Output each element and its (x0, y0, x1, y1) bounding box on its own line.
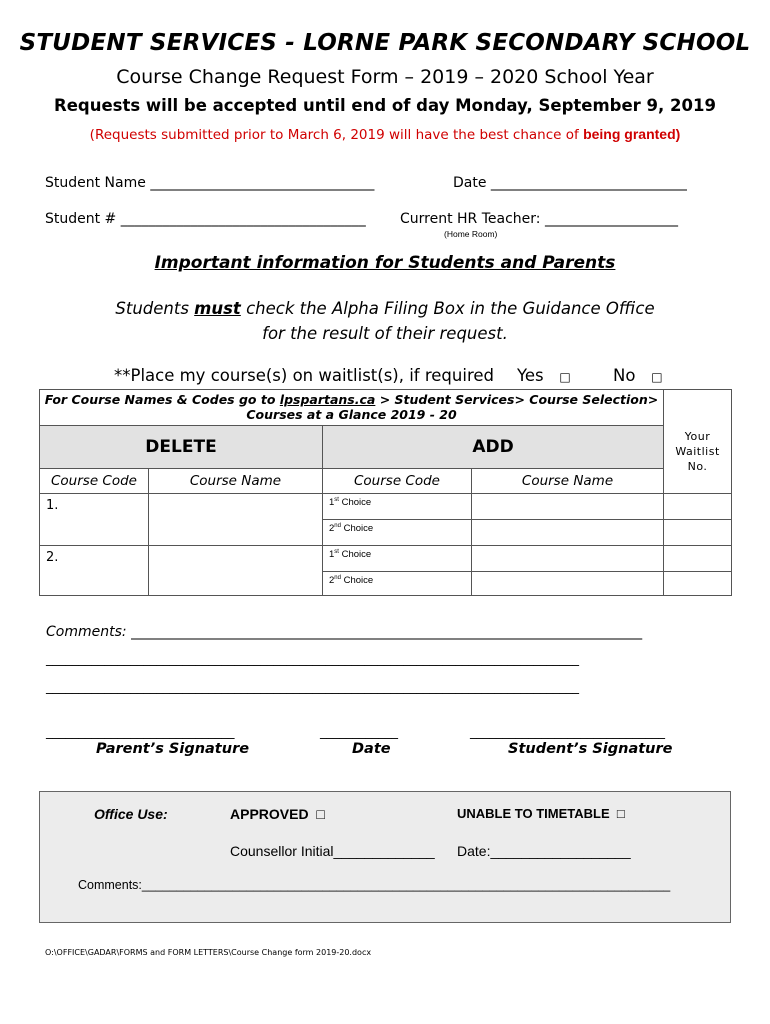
unable-checkbox[interactable]: □ (616, 806, 625, 821)
row-1-choice-2[interactable]: 2nd Choice (323, 520, 472, 546)
row-2-choice-2[interactable]: 2nd Choice (323, 572, 472, 596)
waitlist-no[interactable]: No □ (613, 366, 663, 385)
no-checkbox[interactable]: □ (651, 370, 663, 384)
student-signature-line[interactable]: ______________________________ (470, 725, 665, 740)
office-use-label: Office Use: (94, 806, 168, 822)
add-course-name-header: Course Name (472, 469, 664, 494)
unable-option[interactable]: UNABLE TO TIMETABLE □ (457, 806, 625, 821)
date-field[interactable]: Date ____________________________ (453, 175, 687, 191)
students-line-2: for the result of their request. (262, 324, 508, 343)
add-course-code-header: Course Code (323, 469, 472, 494)
counsellor-initial-field[interactable]: Counsellor Initial_____________ (230, 843, 435, 859)
row-2-choice-2-waitlist[interactable] (664, 572, 732, 596)
must-emphasis: must (194, 299, 241, 318)
row-2-choice-1-waitlist[interactable] (664, 546, 732, 572)
delete-header: DELETE (40, 426, 323, 469)
row-2-number[interactable]: 2. (40, 546, 149, 596)
student-number-field[interactable]: Student # ___________________________________ (45, 211, 366, 227)
students-line-1: Students must check the Alpha Filing Box in the Guidance Office (115, 299, 655, 318)
add-header: ADD (323, 426, 664, 469)
approved-checkbox[interactable]: □ (316, 806, 325, 822)
course-change-table (39, 389, 732, 596)
yes-checkbox[interactable]: □ (559, 370, 571, 384)
parent-signature-line[interactable]: _____________________________ (46, 725, 235, 740)
row-1-number[interactable]: 1. (40, 494, 149, 546)
row-2-choice-1[interactable]: 1st Choice (323, 546, 472, 572)
date-signature-label: Date (352, 741, 391, 757)
delete-course-name-header: Course Name (149, 469, 323, 494)
form-title: STUDENT SERVICES - LORNE PARK SECONDARY SCHOOL (19, 30, 751, 56)
important-info-heading: Important information for Students and Parents (154, 253, 616, 273)
comments-line-2[interactable]: __________________________________________________________________________________ (46, 652, 579, 667)
approved-option[interactable]: APPROVED □ (230, 806, 325, 822)
priority-note (0, 126, 770, 143)
priority-note-text: (Requests submitted prior to March 6, 2019 will have the best chance of (89, 127, 579, 143)
file-path-footer: O:\OFFICE\GADAR\FORMS and FORM LETTERS\Course Change form 2019-20.docx (45, 948, 372, 957)
student-name-field[interactable]: Student Name ________________________________ (45, 175, 375, 191)
priority-note-end: being granted) (583, 126, 681, 142)
deadline-notice: Requests will be accepted until end of day Monday, September 9, 2019 (54, 96, 716, 115)
row-1-choice-1-name[interactable] (472, 494, 664, 520)
comments-line-3[interactable]: __________________________________________________________________________________ (46, 680, 579, 695)
course-link-note: For Course Names & Codes go to lpspartans.ca > Student Services> Course Selection> Courses at a Glance 2019 - 20 (40, 390, 664, 426)
row-1-choice-2-name[interactable] (472, 520, 664, 546)
students-instructions (0, 296, 770, 346)
student-signature-label: Student’s Signature (508, 741, 673, 757)
waitlist-yes[interactable]: Yes □ (517, 366, 571, 385)
home-room-caption: (Home Room) (444, 229, 498, 239)
office-use-box (39, 791, 731, 923)
parent-signature-label: Parent’s Signature (96, 741, 250, 757)
office-comments-field[interactable]: Comments:____________________________________________________________________________ (78, 878, 671, 892)
date-signature-line[interactable]: ____________ (320, 725, 398, 740)
row-1-delete-name[interactable] (149, 494, 323, 546)
comments-line-1[interactable]: Comments: _________________________________________________________________________ (46, 624, 643, 640)
hr-teacher-field[interactable]: Current HR Teacher: ___________________ (400, 211, 678, 227)
row-1-choice-1-waitlist[interactable] (664, 494, 732, 520)
row-1-choice-2-waitlist[interactable] (664, 520, 732, 546)
office-date-field[interactable]: Date:__________________ (457, 843, 631, 859)
row-2-delete-name[interactable] (149, 546, 323, 596)
row-2-choice-1-name[interactable] (472, 546, 664, 572)
row-1-choice-1[interactable]: 1st Choice (323, 494, 472, 520)
delete-course-code-header: Course Code (40, 469, 149, 494)
lpspartans-link[interactable]: lpspartans.ca (279, 392, 376, 407)
row-2-choice-2-name[interactable] (472, 572, 664, 596)
waitlist-question: **Place my course(s) on waitlist(s), if required (114, 366, 494, 385)
form-subtitle: Course Change Request Form – 2019 – 2020 School Year (116, 66, 654, 88)
waitlist-header: Your Waitlist No. (664, 390, 732, 494)
